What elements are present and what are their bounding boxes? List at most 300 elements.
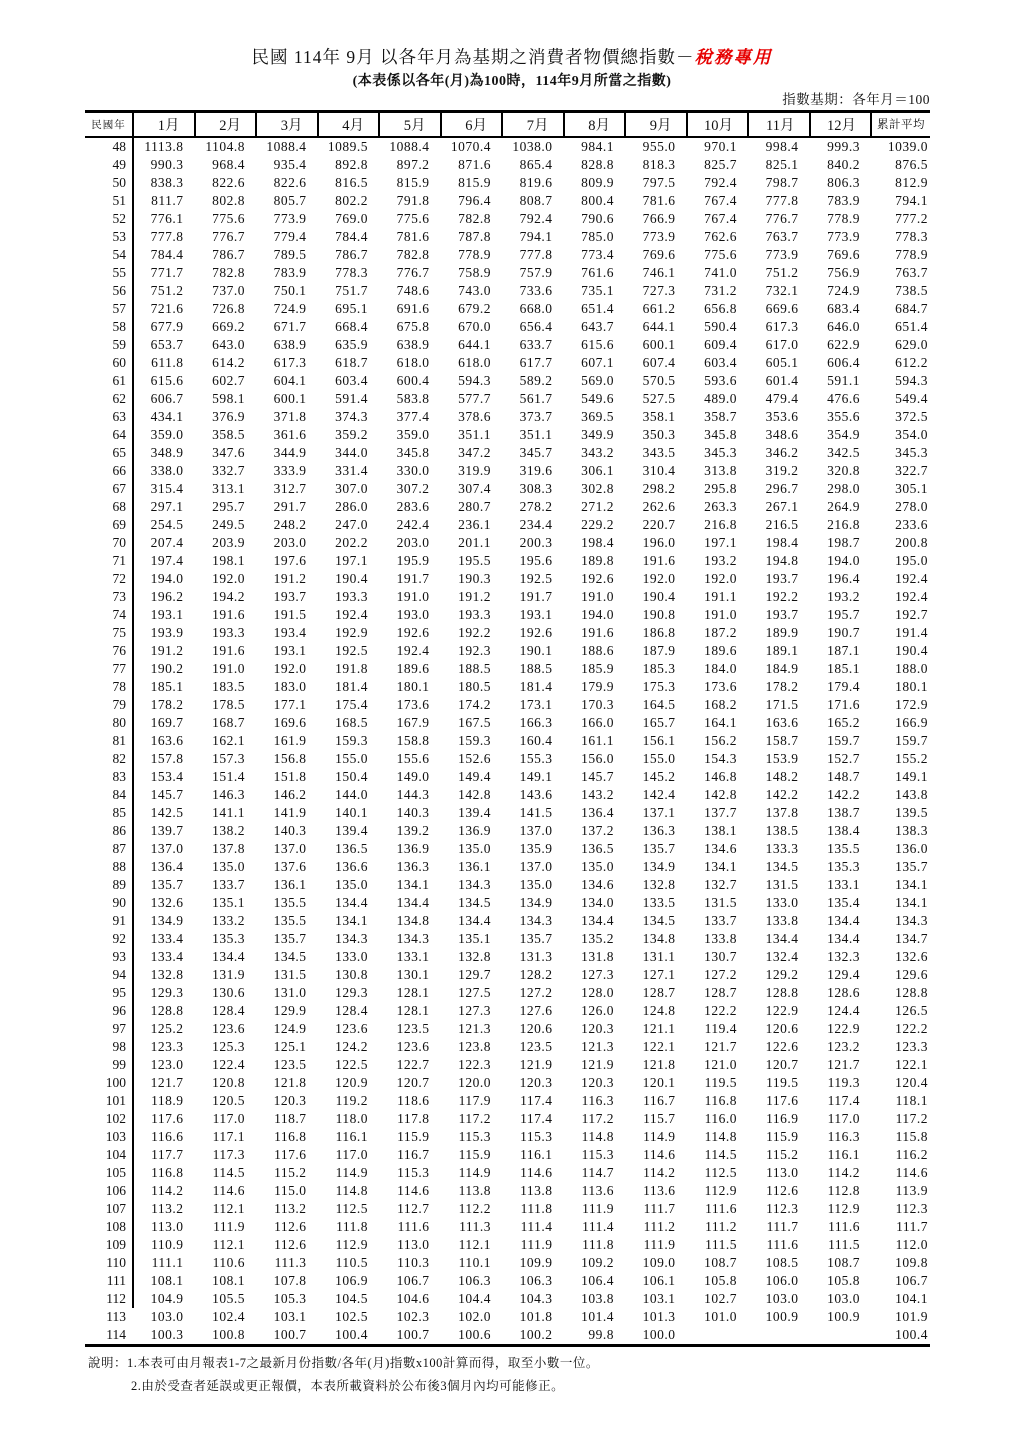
month-value-cell: 134.4	[335, 894, 368, 910]
column-header-month-4: 4月	[318, 112, 380, 137]
cumulative-average-cell: 129.6	[895, 966, 928, 982]
month-value-cell: 178.5	[212, 696, 245, 712]
month-value-cell: 133.7	[212, 876, 245, 892]
page-subtitle: (本表係以各年(月)為100時，114年9月所當之指數)	[352, 74, 672, 89]
cumulative-average-cell: 109.8	[895, 1254, 928, 1270]
month-value-cell: 128.2	[519, 966, 553, 982]
month-value-cell: 313.8	[704, 462, 737, 478]
month-value-cell: 108.1	[212, 1272, 245, 1288]
month-value-cell: 721.6	[150, 300, 184, 316]
cumulative-average-cell: 122.1	[895, 1056, 928, 1072]
month-value-cell: 248.2	[273, 516, 307, 532]
month-value-cell: 122.6	[765, 1038, 799, 1054]
month-value-cell: 100.0	[642, 1326, 676, 1342]
month-value-cell: 668.4	[335, 318, 368, 334]
month-value-cell: 600.1	[642, 336, 676, 352]
month-value-cell: 763.7	[765, 228, 799, 244]
month-value-cell: 191.0	[704, 606, 737, 622]
month-value-cell: 644.1	[642, 318, 676, 334]
month-value-cell: 776.7	[765, 210, 799, 226]
cumulative-average-cell: 354.0	[895, 426, 928, 442]
month-value-cell: 139.4	[335, 822, 368, 838]
month-value-cell: 135.0	[335, 876, 368, 892]
month-value-cell: 116.7	[397, 1146, 430, 1162]
cumulative-average-cell: 777.2	[895, 210, 928, 226]
month-value-cell: 111.1	[151, 1254, 184, 1270]
month-value-cell: 606.4	[827, 354, 860, 370]
month-value-cell: 135.5	[273, 912, 307, 928]
month-value-cell: 112.9	[704, 1182, 737, 1198]
month-value-cell: 111.9	[643, 1236, 676, 1252]
month-value-cell: 126.0	[581, 1002, 614, 1018]
month-value-cell: 189.8	[581, 552, 614, 568]
cumulative-average-cell: 132.6	[895, 948, 928, 964]
year-cell: 89	[85, 876, 133, 894]
month-value-cell: 806.3	[827, 174, 860, 190]
month-value-cell: 122.7	[396, 1056, 430, 1072]
month-value-cell: 119.2	[335, 1092, 368, 1108]
month-value-cell: 117.2	[581, 1110, 614, 1126]
month-value-cell: 121.9	[581, 1056, 614, 1072]
month-value-cell: 110.6	[212, 1254, 245, 1270]
month-value-cell: 129.3	[150, 984, 184, 1000]
cumulative-average-cell: 139.5	[895, 804, 928, 820]
month-value-cell: 113.0	[151, 1218, 184, 1234]
month-value-cell: 154.3	[704, 750, 737, 766]
month-value-cell: 111.2	[643, 1218, 676, 1234]
month-value-cell: 129.7	[458, 966, 491, 982]
month-value-cell: 181.4	[335, 678, 368, 694]
column-header-month-11: 11月	[748, 112, 810, 137]
table-row	[85, 318, 930, 336]
month-value-cell: 120.6	[519, 1020, 553, 1036]
month-value-cell: 137.6	[273, 858, 307, 874]
month-value-cell: 111.7	[766, 1218, 799, 1234]
month-value-cell: 101.8	[519, 1308, 553, 1324]
month-value-cell: 110.3	[397, 1254, 430, 1270]
month-value-cell: 782.8	[212, 264, 245, 280]
month-value-cell: 135.3	[212, 930, 245, 946]
month-value-cell: 173.6	[704, 678, 737, 694]
month-value-cell: 134.4	[827, 912, 860, 928]
month-value-cell: 106.7	[396, 1272, 430, 1288]
month-value-cell: 797.5	[642, 174, 676, 190]
month-value-cell: 133.8	[765, 912, 799, 928]
month-value-cell: 278.2	[519, 498, 553, 514]
month-value-cell: 115.2	[766, 1146, 799, 1162]
month-value-cell: 135.0	[581, 858, 614, 874]
month-value-cell: 618.0	[396, 354, 430, 370]
table-row	[85, 1200, 930, 1218]
month-value-cell: 122.4	[212, 1056, 245, 1072]
month-value-cell: 171.6	[827, 696, 860, 712]
year-cell: 69	[85, 516, 133, 534]
cumulative-average-cell: 192.4	[895, 570, 928, 586]
month-value-cell: 137.0	[519, 858, 553, 874]
month-value-cell: 644.1	[458, 336, 491, 352]
month-value-cell: 142.5	[150, 804, 184, 820]
month-value-cell: 117.6	[766, 1092, 799, 1108]
month-value-cell: 196.2	[150, 588, 184, 604]
month-value-cell: 113.0	[766, 1164, 799, 1180]
month-value-cell: 280.7	[458, 498, 491, 514]
month-value-cell: 776.7	[396, 264, 430, 280]
cpi-table-body	[85, 137, 930, 1346]
month-value-cell: 970.1	[704, 138, 737, 154]
month-value-cell: 741.0	[704, 264, 737, 280]
month-value-cell: 123.6	[335, 1020, 368, 1036]
month-value-cell: 132.6	[150, 894, 184, 910]
month-value-cell: 193.4	[273, 624, 307, 640]
month-value-cell: 100.2	[519, 1326, 553, 1342]
month-value-cell: 189.6	[396, 660, 430, 676]
month-value-cell: 254.5	[150, 516, 184, 532]
year-cell: 105	[85, 1164, 133, 1182]
month-value-cell: 167.9	[396, 714, 430, 730]
month-value-cell: 192.6	[581, 570, 614, 586]
cumulative-average-cell: 180.1	[895, 678, 928, 694]
month-value-cell: 138.5	[765, 822, 799, 838]
table-row	[85, 408, 930, 426]
month-value-cell: 123.5	[396, 1020, 430, 1036]
month-value-cell: 589.2	[519, 372, 553, 388]
month-value-cell: 102.7	[704, 1290, 737, 1306]
year-cell: 90	[85, 894, 133, 912]
month-value-cell: 145.7	[150, 786, 184, 802]
month-value-cell: 142.4	[642, 786, 676, 802]
month-value-cell: 822.6	[212, 174, 245, 190]
month-value-cell: 128.1	[396, 984, 430, 1000]
month-value-cell: 298.0	[827, 480, 860, 496]
month-value-cell: 653.7	[150, 336, 184, 352]
month-value-cell: 114.2	[827, 1164, 860, 1180]
cumulative-average-cell: 123.3	[895, 1038, 928, 1054]
cumulative-average-cell: 200.8	[895, 534, 928, 550]
cumulative-average-cell: 134.1	[895, 876, 928, 892]
table-row	[85, 1182, 930, 1200]
cumulative-average-cell: 138.3	[895, 822, 928, 838]
month-value-cell: 134.8	[396, 912, 430, 928]
month-value-cell: 129.4	[827, 966, 860, 982]
table-row	[85, 552, 930, 570]
month-value-cell: 106.3	[458, 1272, 491, 1288]
month-value-cell: 792.4	[704, 174, 737, 190]
month-value-cell: 751.7	[335, 282, 368, 298]
month-value-cell: 123.5	[519, 1038, 553, 1054]
table-row	[85, 462, 930, 480]
month-value-cell: 349.9	[581, 426, 614, 442]
month-value-cell: 117.4	[827, 1092, 860, 1108]
table-row	[85, 732, 930, 750]
table-row	[85, 1002, 930, 1020]
cumulative-average-cell: 104.1	[895, 1290, 928, 1306]
month-value-cell: 143.6	[519, 786, 553, 802]
month-value-cell: 333.9	[273, 462, 307, 478]
month-value-cell: 295.7	[212, 498, 245, 514]
footnote-1	[88, 1352, 599, 1375]
month-value-cell: 193.1	[519, 606, 553, 622]
month-value-cell: 561.7	[519, 390, 553, 406]
month-value-cell: 313.1	[212, 480, 245, 496]
table-row	[85, 1308, 930, 1326]
cumulative-average-cell: 122.2	[895, 1020, 928, 1036]
month-value-cell: 113.2	[274, 1200, 307, 1216]
month-value-cell: 135.7	[273, 930, 307, 946]
month-value-cell: 373.7	[519, 408, 553, 424]
month-value-cell: 777.8	[519, 246, 553, 262]
month-value-cell: 783.9	[273, 264, 307, 280]
month-value-cell: 140.1	[335, 804, 368, 820]
month-value-cell: 102.3	[396, 1308, 430, 1324]
month-value-cell: 190.4	[642, 588, 676, 604]
table-row	[85, 786, 930, 804]
month-value-cell: 137.7	[704, 804, 737, 820]
month-value-cell: 117.4	[520, 1092, 553, 1108]
month-value-cell: 751.2	[765, 264, 799, 280]
month-value-cell: 1089.5	[327, 138, 368, 154]
month-value-cell: 751.2	[150, 282, 184, 298]
year-cell: 57	[85, 300, 133, 318]
month-value-cell: 345.8	[704, 426, 737, 442]
month-value-cell: 133.0	[765, 894, 799, 910]
month-value-cell: 117.0	[335, 1146, 368, 1162]
cumulative-average-cell: 195.0	[895, 552, 928, 568]
month-value-cell: 549.6	[581, 390, 614, 406]
month-value-cell: 358.5	[212, 426, 245, 442]
month-value-cell: 121.8	[273, 1074, 307, 1090]
month-value-cell: 192.2	[765, 588, 799, 604]
month-value-cell: 132.3	[827, 948, 860, 964]
table-row	[85, 1218, 930, 1236]
table-row	[85, 246, 930, 264]
month-value-cell: 102.0	[458, 1308, 491, 1324]
month-value-cell: 191.0	[581, 588, 614, 604]
month-value-cell: 168.2	[704, 696, 737, 712]
year-cell: 80	[85, 714, 133, 732]
month-value-cell: 119.3	[827, 1074, 860, 1090]
month-value-cell: 117.2	[458, 1110, 491, 1126]
month-value-cell: 611.8	[151, 354, 184, 370]
column-header-month-2: 2月	[195, 112, 257, 137]
month-value-cell: 198.4	[581, 534, 614, 550]
month-value-cell: 602.7	[212, 372, 245, 388]
month-value-cell: 203.0	[396, 534, 430, 550]
table-row	[85, 444, 930, 462]
month-value-cell: 750.1	[273, 282, 307, 298]
month-value-cell: 135.0	[212, 858, 245, 874]
month-value-cell: 737.0	[212, 282, 245, 298]
month-value-cell	[748, 1326, 810, 1346]
month-value-cell: 617.0	[765, 336, 799, 352]
month-value-cell: 111.8	[520, 1200, 553, 1216]
month-value-cell: 185.1	[827, 660, 860, 676]
month-value-cell: 125.2	[150, 1020, 184, 1036]
month-value-cell: 140.3	[273, 822, 307, 838]
month-value-cell: 100.3	[150, 1326, 184, 1342]
month-value-cell: 125.1	[273, 1038, 307, 1054]
month-value-cell: 134.1	[704, 858, 737, 874]
month-value-cell: 184.0	[704, 660, 737, 676]
cumulative-average-cell: 134.1	[895, 894, 928, 910]
month-value-cell: 1088.4	[389, 138, 430, 154]
month-value-cell: 668.0	[519, 300, 553, 316]
month-value-cell: 163.6	[765, 714, 799, 730]
month-value-cell: 193.7	[765, 570, 799, 586]
month-value-cell: 828.8	[581, 156, 614, 172]
month-value-cell: 815.9	[458, 174, 491, 190]
month-value-cell: 369.5	[581, 408, 614, 424]
table-row	[85, 876, 930, 894]
cumulative-average-cell: 113.9	[895, 1182, 928, 1198]
cumulative-average-cell: 134.7	[895, 930, 928, 946]
month-value-cell: 169.7	[150, 714, 184, 730]
month-value-cell: 731.2	[704, 282, 737, 298]
month-value-cell: 935.4	[273, 156, 307, 172]
month-value-cell: 815.9	[396, 174, 430, 190]
month-value-cell: 155.0	[335, 750, 368, 766]
month-value-cell: 758.9	[458, 264, 491, 280]
month-value-cell: 152.6	[458, 750, 491, 766]
month-value-cell: 115.3	[520, 1128, 553, 1144]
month-value-cell: 161.9	[273, 732, 307, 748]
month-value-cell: 378.6	[458, 408, 491, 424]
month-value-cell: 175.3	[642, 678, 676, 694]
month-value-cell: 111.9	[213, 1218, 245, 1234]
month-value-cell: 166.0	[581, 714, 614, 730]
month-value-cell: 127.2	[519, 984, 553, 1000]
month-value-cell: 286.0	[335, 498, 368, 514]
month-value-cell: 134.6	[704, 840, 737, 856]
month-value-cell: 264.9	[827, 498, 860, 514]
month-value-cell: 871.6	[458, 156, 491, 172]
month-value-cell: 351.1	[458, 426, 491, 442]
table-row	[85, 1074, 930, 1092]
month-value-cell: 116.1	[827, 1146, 860, 1162]
month-value-cell: 134.6	[581, 876, 614, 892]
month-value-cell: 779.4	[273, 228, 307, 244]
year-cell: 102	[85, 1110, 133, 1128]
month-value-cell: 319.9	[458, 462, 491, 478]
month-value-cell: 805.7	[273, 192, 307, 208]
month-value-cell: 156.0	[581, 750, 614, 766]
month-value-cell: 185.9	[581, 660, 614, 676]
month-value-cell: 479.4	[765, 390, 799, 406]
column-header-cumulative-average: 累計平均	[871, 112, 930, 137]
month-value-cell: 142.2	[827, 786, 860, 802]
month-value-cell: 310.4	[642, 462, 676, 478]
month-value-cell: 120.8	[212, 1074, 245, 1090]
month-value-cell: 101.3	[642, 1308, 676, 1324]
month-value-cell: 119.5	[704, 1074, 737, 1090]
month-value-cell: 122.9	[765, 1002, 799, 1018]
month-value-cell: 136.5	[581, 840, 614, 856]
year-cell: 67	[85, 480, 133, 498]
month-value-cell: 135.0	[519, 876, 553, 892]
month-value-cell: 998.4	[765, 138, 799, 154]
month-value-cell: 476.6	[827, 390, 860, 406]
month-value-cell: 127.1	[642, 966, 676, 982]
month-value-cell: 192.6	[396, 624, 430, 640]
month-value-cell: 114.9	[643, 1128, 676, 1144]
month-value-cell: 113.2	[151, 1200, 184, 1216]
month-value-cell: 133.3	[765, 840, 799, 856]
month-value-cell: 134.3	[335, 930, 368, 946]
month-value-cell: 116.1	[335, 1128, 368, 1144]
month-value-cell: 134.1	[335, 912, 368, 928]
month-value-cell: 134.5	[765, 858, 799, 874]
month-value-cell: 106.1	[642, 1272, 676, 1288]
month-value-cell: 191.6	[581, 624, 614, 640]
month-value-cell: 892.8	[335, 156, 368, 172]
month-value-cell: 198.1	[212, 552, 245, 568]
month-value-cell: 195.5	[458, 552, 491, 568]
year-cell: 91	[85, 912, 133, 930]
month-value-cell: 122.5	[335, 1056, 368, 1072]
month-value-cell: 134.3	[519, 912, 553, 928]
month-value-cell: 598.1	[212, 390, 245, 406]
year-cell: 68	[85, 498, 133, 516]
month-value-cell: 131.1	[642, 948, 676, 964]
month-value-cell: 757.9	[519, 264, 553, 280]
month-value-cell: 134.5	[273, 948, 307, 964]
year-cell: 87	[85, 840, 133, 858]
month-value-cell: 116.6	[151, 1128, 184, 1144]
month-value-cell: 691.6	[396, 300, 430, 316]
month-value-cell: 159.3	[458, 732, 491, 748]
month-value-cell: 192.5	[519, 570, 553, 586]
month-value-cell: 124.8	[642, 1002, 676, 1018]
month-value-cell: 165.7	[642, 714, 676, 730]
year-cell: 112	[85, 1290, 133, 1308]
month-value-cell: 133.5	[642, 894, 676, 910]
month-value-cell: 100.7	[273, 1326, 307, 1342]
month-value-cell: 166.3	[519, 714, 553, 730]
table-row	[85, 804, 930, 822]
month-value-cell: 792.4	[519, 210, 553, 226]
month-value-cell: 187.1	[827, 642, 860, 658]
cumulative-average-cell: 106.7	[895, 1272, 928, 1288]
month-value-cell: 117.8	[397, 1110, 430, 1126]
month-value-cell: 128.0	[581, 984, 614, 1000]
month-value-cell: 778.9	[827, 210, 860, 226]
month-value-cell: 190.8	[642, 606, 676, 622]
month-value-cell: 137.8	[765, 804, 799, 820]
column-header-month-8: 8月	[564, 112, 626, 137]
table-row	[85, 624, 930, 642]
month-value-cell: 183.0	[273, 678, 307, 694]
year-cell: 113	[106, 1308, 126, 1324]
month-value-cell: 781.6	[396, 228, 430, 244]
year-cell: 52	[85, 210, 133, 228]
cumulative-average-cell: 135.7	[895, 858, 928, 874]
month-value-cell: 617.7	[519, 354, 553, 370]
month-value-cell: 794.1	[519, 228, 553, 244]
month-value-cell: 695.1	[335, 300, 368, 316]
year-cell: 79	[85, 696, 133, 714]
month-value-cell: 748.6	[396, 282, 430, 298]
month-value-cell: 110.9	[151, 1236, 184, 1252]
month-value-cell: 193.9	[150, 624, 184, 640]
month-value-cell: 727.3	[642, 282, 676, 298]
table-row	[85, 984, 930, 1002]
month-value-cell: 196.0	[642, 534, 676, 550]
month-value-cell: 133.1	[396, 948, 430, 964]
table-row	[85, 606, 930, 624]
month-value-cell: 194.0	[150, 570, 184, 586]
month-value-cell: 192.0	[704, 570, 737, 586]
month-value-cell: 332.7	[212, 462, 245, 478]
month-value-cell: 135.1	[212, 894, 245, 910]
